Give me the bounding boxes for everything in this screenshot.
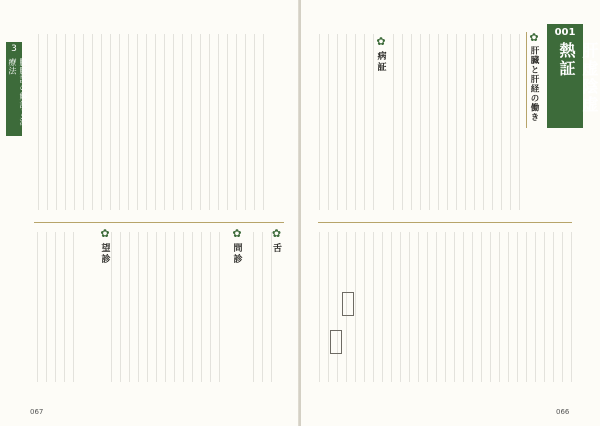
divider-rule (318, 222, 572, 223)
body-text-block (386, 34, 520, 210)
body-text-block (318, 34, 374, 210)
entry-title: 肝虚陰虚熱証 (557, 42, 599, 114)
boxed-term (342, 292, 354, 316)
page-number-right: 066 (556, 408, 570, 416)
section-heading-inquiry (224, 228, 250, 265)
body-text-block (108, 232, 220, 382)
entry-number: 001 (554, 27, 576, 38)
leaf-mark-icon: ✿ (529, 31, 539, 44)
body-text-block (250, 232, 272, 382)
entry-subtitle: 肝臓と肝経の働き (529, 46, 539, 122)
page-number-left: 067 (30, 408, 44, 416)
leaf-mark-icon: ✿ (100, 227, 110, 240)
leaf-mark-icon: ✿ (232, 227, 242, 240)
section-label: 望診 (99, 243, 110, 265)
section-heading-tongue (270, 228, 283, 254)
body-text-block (318, 232, 572, 382)
section-heading-observation (92, 228, 118, 265)
chapter-number: 3 (11, 44, 17, 54)
section-heading-pathology (368, 36, 394, 73)
boxed-term (330, 330, 342, 354)
body-text-block (34, 34, 264, 210)
divider-rule (34, 222, 284, 223)
section-label: 問診 (231, 243, 242, 265)
chapter-title: 臓腑証の解説と治療法 (8, 58, 28, 126)
section-label: 舌 (271, 243, 281, 254)
body-text-block (34, 232, 74, 382)
section-label: 病証 (375, 51, 386, 73)
leaf-mark-icon: ✿ (271, 227, 282, 240)
leaf-mark-icon: ✿ (376, 35, 386, 48)
